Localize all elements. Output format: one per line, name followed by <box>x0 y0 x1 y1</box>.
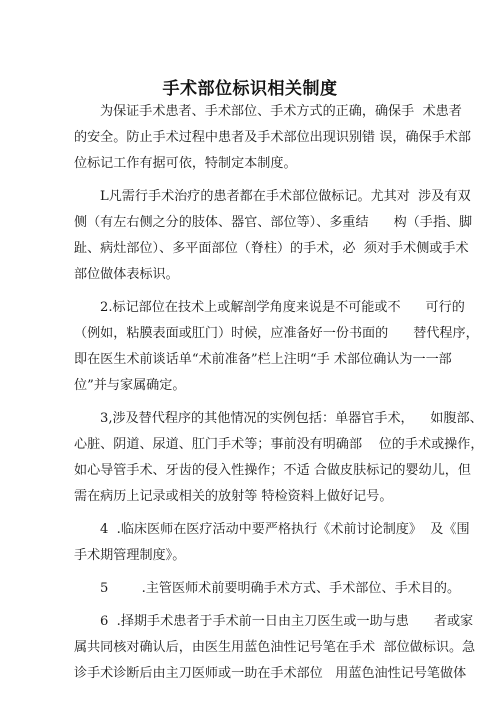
paragraph-line: 趾、病灶部位）、多平面部位（脊柱）的手术，必 须对手术侧或手术 <box>74 241 469 256</box>
paragraph-item-2 <box>74 295 479 399</box>
paragraph-line: 手术期管理制度》。 <box>74 548 186 563</box>
document-body <box>74 99 484 694</box>
paragraph-line: L凡需行手术治疗的患者都在手术部位做标记。尤其对 涉及有双 <box>100 189 471 204</box>
paragraph-item-6 <box>74 609 476 687</box>
paragraph-line: 4 .临床医师在医疗活动中要严格执行《术前讨论制度》 及《围 <box>100 522 470 537</box>
paragraph-line: 属共同核对确认后，由医生用蓝色油性记号笔在手术 部位做标识。急 <box>74 640 476 655</box>
paragraph-line: 诊手术诊断后由主刀医师或一助在手术部位 用蓝色油性记号笔做体 <box>74 666 467 681</box>
paragraph-line: 位”并与家属确定。 <box>74 378 186 393</box>
paragraph-line: 3,涉及替代程序的其他情况的实例包括：单器官手术， 如腹部、 <box>100 411 483 426</box>
paragraph-line: 部位做体表标识。 <box>74 267 179 282</box>
paragraph-line: 6 .择期手术患者于手术前一日由主刀医生或一助与患 者或家 <box>100 614 474 629</box>
paragraph-line: 2.标记部位在技术上或解剖学角度来说是不可能或不 可行的 <box>100 300 465 315</box>
paragraph-item-3 <box>74 406 484 510</box>
paragraph-line: 需在病历上记录或相关的放射等 特检资料上做好记号。 <box>74 489 393 504</box>
paragraph-item-1 <box>74 184 473 288</box>
document-title: 手术部位标识相关制度 <box>162 79 338 99</box>
paragraph-line: 位标记工作有据可依，特制定本制度。 <box>74 156 297 171</box>
paragraph-line: 5 .主管医师术前要明确手术方式、手术部位、手术目的。 <box>100 581 461 596</box>
paragraph-line: 的安全。防止手术过程中患者及手术部位出现识别错 误，确保手术部 <box>74 130 471 145</box>
paragraph-intro <box>74 99 471 177</box>
paragraph-line: 如心导管手术、牙齿的侵入性操作；不适 合做皮肤标记的婴幼儿，但 <box>74 463 471 478</box>
paragraph-line: （例如，粘膜表面或肛门）时候，应准备好一份书面的 替代程序， <box>74 326 479 341</box>
paragraph-item-5 <box>74 576 461 602</box>
paragraph-line: 心脏、阴道、尿道、肛门手术等；事前没有明确部 位的手术或操作， <box>74 437 484 452</box>
paragraph-item-4 <box>74 517 470 569</box>
paragraph-line: 即在医生术前谈话单“术前准备”栏上注明“手 术部位确认为一一部 <box>74 352 452 367</box>
paragraph-line: 为保证手术患者、手术部位、手术方式的正确，确保手 术患者 <box>100 104 462 119</box>
paragraph-line: 侧（有左右侧之分的肢体、器官、部位等）、多重结 构（手指、脚 <box>74 215 473 230</box>
